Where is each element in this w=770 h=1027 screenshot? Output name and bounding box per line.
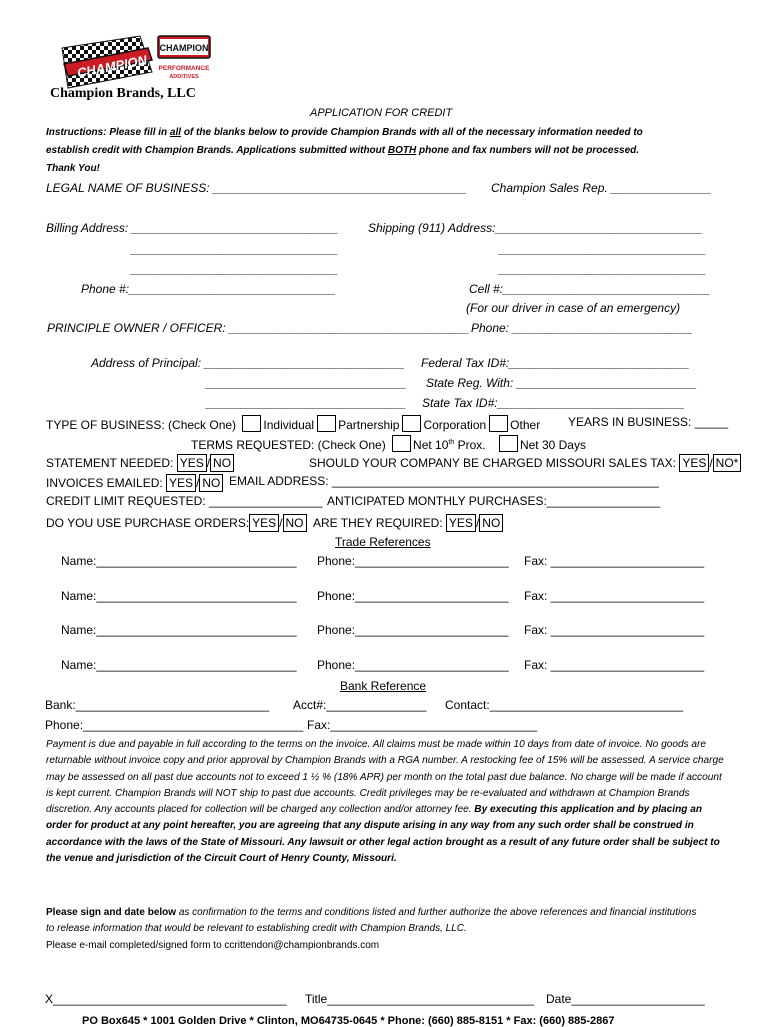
- sales-tax-no-option[interactable]: NO*: [713, 454, 742, 472]
- trade-ref-1-phone[interactable]: Phone:_______________________: [317, 554, 509, 568]
- logo-left-text: CHAMPION: [75, 52, 149, 81]
- individual-checkbox[interactable]: [242, 415, 261, 432]
- principal-address-field[interactable]: Address of Principal: ______________________________: [91, 356, 405, 370]
- state-tax-id-field[interactable]: State Tax ID#:____________________________: [422, 396, 685, 410]
- trade-ref-4-fax[interactable]: Fax: _______________________: [524, 658, 705, 672]
- trade-ref-2-name[interactable]: Name:______________________________: [61, 589, 297, 603]
- phone-field[interactable]: Phone #:_______________________________: [81, 282, 336, 296]
- state-reg-field[interactable]: State Reg. With: ___________________________: [426, 376, 697, 390]
- sign-instructions-line-2: to release information that would be relevant to establishing credit with Champion Brands, LLC.: [46, 923, 467, 934]
- company-name: Champion Brands, LLC: [50, 86, 196, 101]
- billing-address-line-3[interactable]: _______________________________: [131, 262, 338, 276]
- net-10-checkbox[interactable]: [392, 435, 411, 452]
- bank-field[interactable]: Bank:_____________________________: [45, 698, 270, 712]
- statement-yes-option[interactable]: YES: [177, 454, 207, 472]
- years-in-business-field[interactable]: YEARS IN BUSINESS: _____: [568, 415, 729, 429]
- instructions-line-1: Instructions: Please fill in all of the blanks below to provide Champion Brands with all of the necessary information needed to: [46, 127, 643, 138]
- trade-ref-1-fax[interactable]: Fax: _______________________: [524, 554, 705, 568]
- trade-ref-4-phone[interactable]: Phone:_______________________: [317, 658, 509, 672]
- required-no-option[interactable]: NO: [479, 514, 503, 532]
- instructions-line-2: establish credit with Champion Brands. Applications submitted without BOTH phone and fax numbers will not be processed.: [46, 145, 640, 156]
- trade-ref-4-name[interactable]: Name:______________________________: [61, 658, 297, 672]
- sign-instructions-line-1: Please sign and date below as confirmation to the terms and conditions listed and further authorize the above references and financial institutions: [46, 907, 697, 918]
- champion-logo: [56, 30, 216, 90]
- date-field[interactable]: Date____________________: [546, 992, 705, 1006]
- purchase-orders-row: DO YOU USE PURCHASE ORDERS: YES / NO: [46, 514, 307, 532]
- trade-ref-1-name[interactable]: Name:______________________________: [61, 554, 297, 568]
- corporation-checkbox[interactable]: [402, 415, 421, 432]
- net-30-checkbox[interactable]: [499, 435, 518, 452]
- business-type-row: TYPE OF BUSINESS: (Check One) Individual Partnership Corporation Other: [46, 415, 540, 432]
- logo-right-top: CHAMPION: [159, 43, 209, 53]
- email-instructions: Please e-mail completed/signed form to ccrittendon@championbrands.com: [46, 940, 380, 951]
- sales-tax-yes-option[interactable]: YES: [679, 454, 709, 472]
- principal-address-line-2[interactable]: ______________________________: [206, 376, 407, 390]
- thank-you: Thank You!: [46, 163, 100, 174]
- statement-no-option[interactable]: NO: [210, 454, 234, 472]
- driver-note: (For our driver in case of an emergency): [466, 301, 681, 315]
- trade-ref-2-fax[interactable]: Fax: _______________________: [524, 589, 705, 603]
- legal-name-field[interactable]: LEGAL NAME OF BUSINESS: ______________________________________: [46, 181, 467, 195]
- invoices-emailed-row: INVOICES EMAILED: YES / NO: [46, 474, 223, 492]
- billing-address-line-2[interactable]: _______________________________: [131, 242, 338, 256]
- monthly-purchases-field[interactable]: ANTICIPATED MONTHLY PURCHASES:_________________: [327, 494, 661, 508]
- account-number-field[interactable]: Acct#:_______________: [293, 698, 427, 712]
- po-yes-option[interactable]: YES: [249, 514, 279, 532]
- required-yes-option[interactable]: YES: [446, 514, 476, 532]
- partnership-checkbox[interactable]: [317, 415, 336, 432]
- invoices-yes-option[interactable]: YES: [166, 474, 196, 492]
- signature-field[interactable]: X___________________________________: [45, 992, 287, 1006]
- statement-needed-row: STATEMENT NEEDED: YES / NO: [46, 454, 234, 472]
- principle-owner-field[interactable]: PRINCIPLE OWNER / OFFICER: ____________________________________: [47, 321, 470, 335]
- sales-tax-row: SHOULD YOUR COMPANY BE CHARGED MISSOURI SALES TAX: YES / NO*: [309, 454, 741, 472]
- federal-tax-id-field[interactable]: Federal Tax ID#:___________________________: [421, 356, 690, 370]
- bank-contact-field[interactable]: Contact:_____________________________: [445, 698, 684, 712]
- business-type-label: TYPE OF BUSINESS: [46, 418, 162, 432]
- email-address-field[interactable]: EMAIL ADDRESS: _________________________________________________: [229, 474, 659, 488]
- terms-requested-row: TERMS REQUESTED: (Check One) Net 10th Prox. Net 30 Days: [191, 435, 586, 452]
- form-title: APPLICATION FOR CREDIT: [310, 107, 453, 119]
- credit-limit-field[interactable]: CREDIT LIMIT REQUESTED: _________________: [46, 494, 323, 508]
- trade-ref-2-phone[interactable]: Phone:_______________________: [317, 589, 509, 603]
- trade-ref-3-name[interactable]: Name:______________________________: [61, 623, 297, 637]
- logo-right-bottom-2: ADDITIVES: [169, 74, 199, 80]
- bank-fax-field[interactable]: Fax:_______________________________: [307, 718, 538, 732]
- shipping-address-line-3[interactable]: _______________________________: [499, 262, 706, 276]
- po-required-row: ARE THEY REQUIRED: YES / NO: [313, 514, 503, 532]
- sales-rep-field[interactable]: Champion Sales Rep. _______________: [491, 181, 712, 195]
- owner-phone-field[interactable]: Phone: ___________________________: [471, 321, 693, 335]
- bank-phone-field[interactable]: Phone:_________________________________: [45, 718, 304, 732]
- logo-right-bottom-1: PERFORMANCE: [158, 65, 210, 72]
- trade-ref-3-fax[interactable]: Fax: _______________________: [524, 623, 705, 637]
- invoices-no-option[interactable]: NO: [199, 474, 223, 492]
- cell-field[interactable]: Cell #:_______________________________: [469, 282, 710, 296]
- footer-address: PO Box645 * 1001 Golden Drive * Clinton, MO64735-0645 * Phone: (660) 885-8151 * Fax: (660) 885-2867: [82, 1015, 615, 1027]
- trade-references-heading: Trade References: [335, 535, 431, 549]
- po-no-option[interactable]: NO: [283, 514, 307, 532]
- bank-reference-heading: Bank Reference: [340, 679, 427, 693]
- shipping-address-line-2[interactable]: _______________________________: [499, 242, 706, 256]
- payment-terms-paragraph: Payment is due and payable in full according to the terms on the invoice. All claims must be made within 10 days from date of invoice. No goods are returnable without invoice copy and prior approval by Champion Brands with a RGA number. A restocking fee of 15% will be assessed. A service charge may be assessed on all past due accounts not to exceed 1 ½ % (18% APR) per month on the total past due balance. No charge will be made if account is kept current. Champion Brands will NOT ship to past due accounts. Credit privileges may be re-evaluated and withdrawn at Champion Brands discretion. Any accounts placed for collection will be charged any collection and/or attorney fee. By executing this application and by placing an order for product at any point hereafter, you are agreeing that any dispute arising in any way from any such order shall be construed in accordance with the laws of the State of Missouri. Any lawsuit or other legal action brought as a result of any future order shall be subject to the venue and jurisdiction of the Circuit Court of Henry County, Missouri.: [46, 739, 724, 865]
- billing-address-field[interactable]: Billing Address: _______________________________: [46, 221, 339, 235]
- title-field[interactable]: Title_______________________________: [305, 992, 535, 1006]
- trade-ref-3-phone[interactable]: Phone:_______________________: [317, 623, 509, 637]
- logo-graphic: [56, 30, 216, 90]
- shipping-address-field[interactable]: Shipping (911) Address:_______________________________: [368, 221, 703, 235]
- principal-address-line-3[interactable]: ______________________________: [206, 396, 407, 410]
- other-checkbox[interactable]: [489, 415, 508, 432]
